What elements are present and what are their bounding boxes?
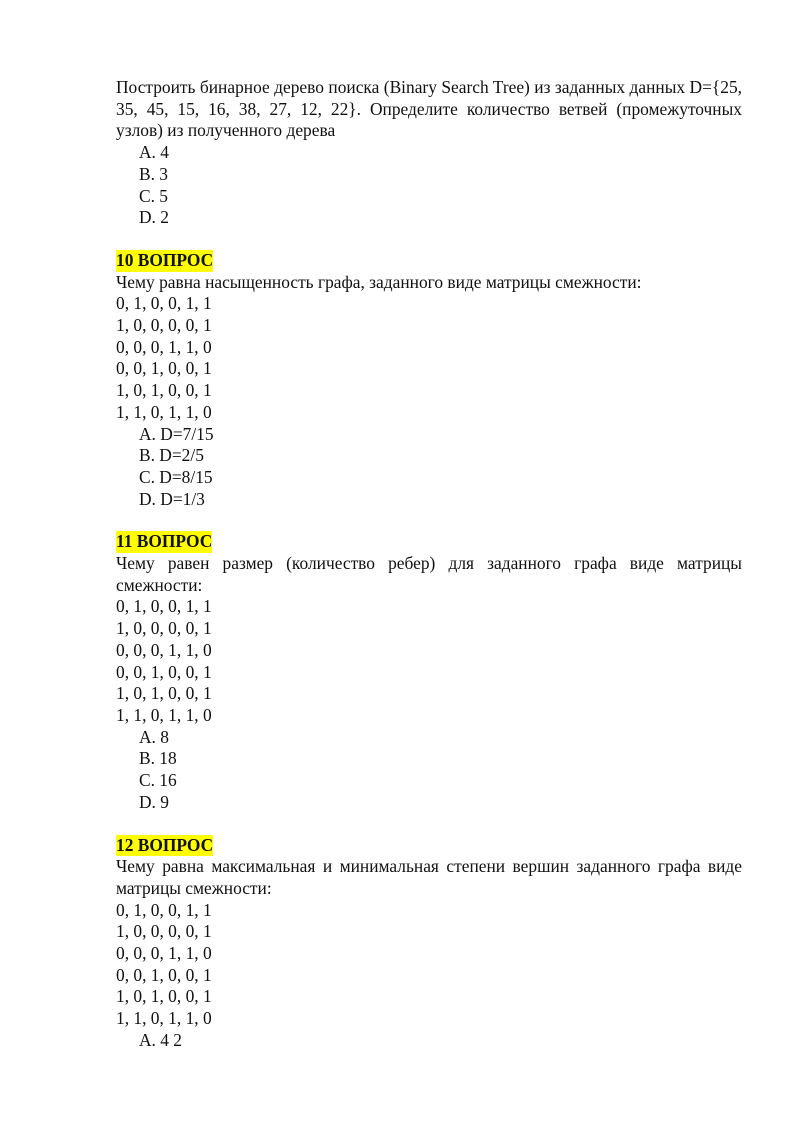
matrix-row: 1, 0, 0, 0, 0, 1 [116, 618, 212, 639]
matrix-row: 0, 0, 0, 1, 1, 0 [116, 336, 212, 357]
question-heading: 10 ВОПРОС [116, 249, 214, 270]
matrix-row: 0, 1, 0, 0, 1, 1 [116, 596, 212, 617]
question-text: Чему равен размер (количество ребер) для заданного графа виде матрицы смежности: [116, 553, 742, 595]
matrix-row: 1, 0, 1, 0, 0, 1 [116, 986, 212, 1007]
answer-options [116, 142, 742, 229]
document-body [116, 77, 742, 1052]
option-b: B. 18 [139, 748, 177, 769]
matrix-row: 0, 0, 1, 0, 0, 1 [116, 358, 212, 379]
adjacency-matrix [116, 900, 742, 1030]
matrix-row: 1, 1, 0, 1, 1, 0 [116, 704, 212, 725]
adjacency-matrix [116, 596, 742, 726]
matrix-row: 0, 0, 1, 0, 0, 1 [116, 964, 212, 985]
question-heading: 12 ВОПРОС [116, 834, 214, 855]
question-bst [116, 77, 742, 229]
question-10 [116, 250, 742, 510]
matrix-row: 1, 0, 0, 0, 0, 1 [116, 315, 212, 336]
option-c: C. 16 [139, 770, 177, 791]
matrix-row: 0, 1, 0, 0, 1, 1 [116, 293, 212, 314]
option-b: B. 3 [139, 163, 168, 184]
option-d: D. D=1/3 [139, 488, 205, 509]
matrix-row: 1, 0, 1, 0, 0, 1 [116, 683, 212, 704]
option-a: A. 4 [139, 142, 169, 163]
matrix-row: 0, 1, 0, 0, 1, 1 [116, 899, 212, 920]
matrix-row: 1, 0, 0, 0, 0, 1 [116, 921, 212, 942]
option-a: A. 4 2 [139, 1029, 182, 1050]
option-a: A. D=7/15 [139, 423, 214, 444]
question-heading: 11 ВОПРОС [116, 531, 213, 552]
answer-options [116, 424, 742, 511]
option-c: C. D=8/15 [139, 466, 213, 487]
matrix-row: 1, 1, 0, 1, 1, 0 [116, 401, 212, 422]
option-d: D. 2 [139, 207, 169, 228]
matrix-row: 0, 0, 1, 0, 0, 1 [116, 661, 212, 682]
question-text: Чему равна насыщенность графа, заданного виде матрицы смежности: [116, 271, 642, 292]
answer-options [116, 727, 742, 814]
option-b: B. D=2/5 [139, 445, 204, 466]
question-11 [116, 531, 742, 813]
question-12 [116, 835, 742, 1052]
option-d: D. 9 [139, 791, 169, 812]
matrix-row: 1, 1, 0, 1, 1, 0 [116, 1008, 212, 1029]
question-text: Построить бинарное дерево поиска (Binary Search Tree) из заданных данных D={25, 35, 45, 15, 16, 38, 27, 12, 22}. Определите количество ветвей (промежуточных узлов) из полученного дерева [116, 77, 742, 141]
question-text: Чему равна максимальная и минимальная степени вершин заданного графа виде матрицы смежности: [116, 856, 742, 898]
answer-options [116, 1030, 742, 1052]
adjacency-matrix [116, 293, 742, 423]
matrix-row: 0, 0, 0, 1, 1, 0 [116, 639, 212, 660]
matrix-row: 1, 0, 1, 0, 0, 1 [116, 380, 212, 401]
matrix-row: 0, 0, 0, 1, 1, 0 [116, 943, 212, 964]
option-a: A. 8 [139, 726, 169, 747]
option-c: C. 5 [139, 185, 168, 206]
